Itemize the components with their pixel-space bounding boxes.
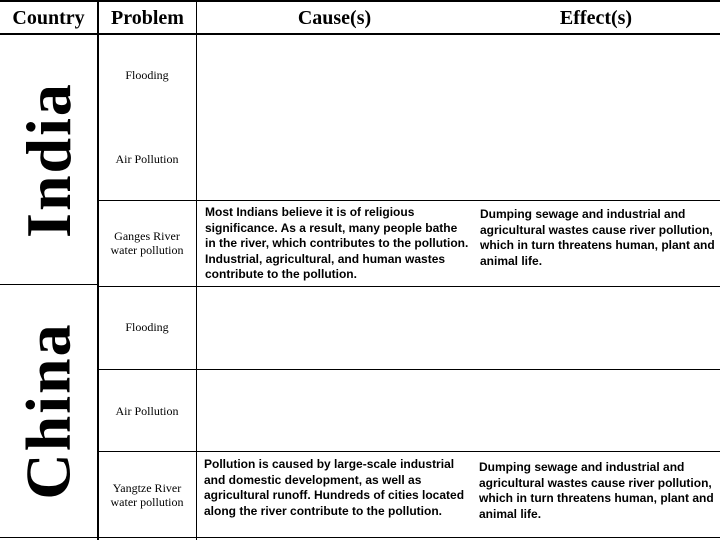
china-problem-air-pollution: Air Pollution bbox=[115, 404, 179, 418]
header-effects: Effect(s) bbox=[559, 6, 633, 29]
country-india-label: India bbox=[12, 81, 84, 238]
china-river-problem-type: water pollution bbox=[110, 495, 184, 509]
india-river-problem-type: water pollution bbox=[110, 243, 184, 257]
india-river-name: Ganges River bbox=[114, 229, 180, 243]
china-river-cause: Pollution is caused by large-scale industrial and domestic development, as well as agricultural runoff. Hundreds of cities located along the river contribute to the pollution. bbox=[204, 457, 465, 518]
country-india bbox=[0, 35, 97, 284]
india-river-cause: Most Indians believe it is of religious significance. As a result, many people bathe in the river, which contributes to the pollution. Industrial, agricultural, and human wastes contribute to the pollution. bbox=[205, 205, 469, 281]
china-problem-flooding: Flooding bbox=[125, 320, 169, 334]
india-river-effect: Dumping sewage and industrial and agricultural wastes cause river pollution, which in turn threatens human, plant and animal life. bbox=[480, 207, 715, 268]
header-country: Country bbox=[12, 6, 85, 29]
table-border-bottom bbox=[0, 537, 720, 538]
header-causes: Cause(s) bbox=[297, 6, 372, 29]
header-problem: Problem bbox=[111, 6, 184, 29]
china-river-name: Yangtze River bbox=[112, 481, 182, 495]
row-divider-4 bbox=[97, 451, 720, 452]
column-divider-1 bbox=[97, 0, 99, 540]
india-problem-air-pollution: Air Pollution bbox=[115, 152, 179, 166]
row-divider-2 bbox=[97, 286, 720, 287]
row-divider-3 bbox=[97, 369, 720, 370]
country-china-label: China bbox=[12, 322, 84, 500]
china-problem-river-pollution bbox=[100, 481, 194, 509]
india-problem-river-pollution bbox=[100, 229, 194, 257]
row-divider-1 bbox=[97, 200, 720, 201]
column-divider-2 bbox=[196, 0, 197, 540]
country-china bbox=[0, 285, 97, 537]
india-problem-flooding: Flooding bbox=[125, 68, 169, 82]
china-river-effect: Dumping sewage and industrial and agricultural wastes cause river pollution, which in turn threatens human, plant and animal life. bbox=[479, 460, 714, 521]
